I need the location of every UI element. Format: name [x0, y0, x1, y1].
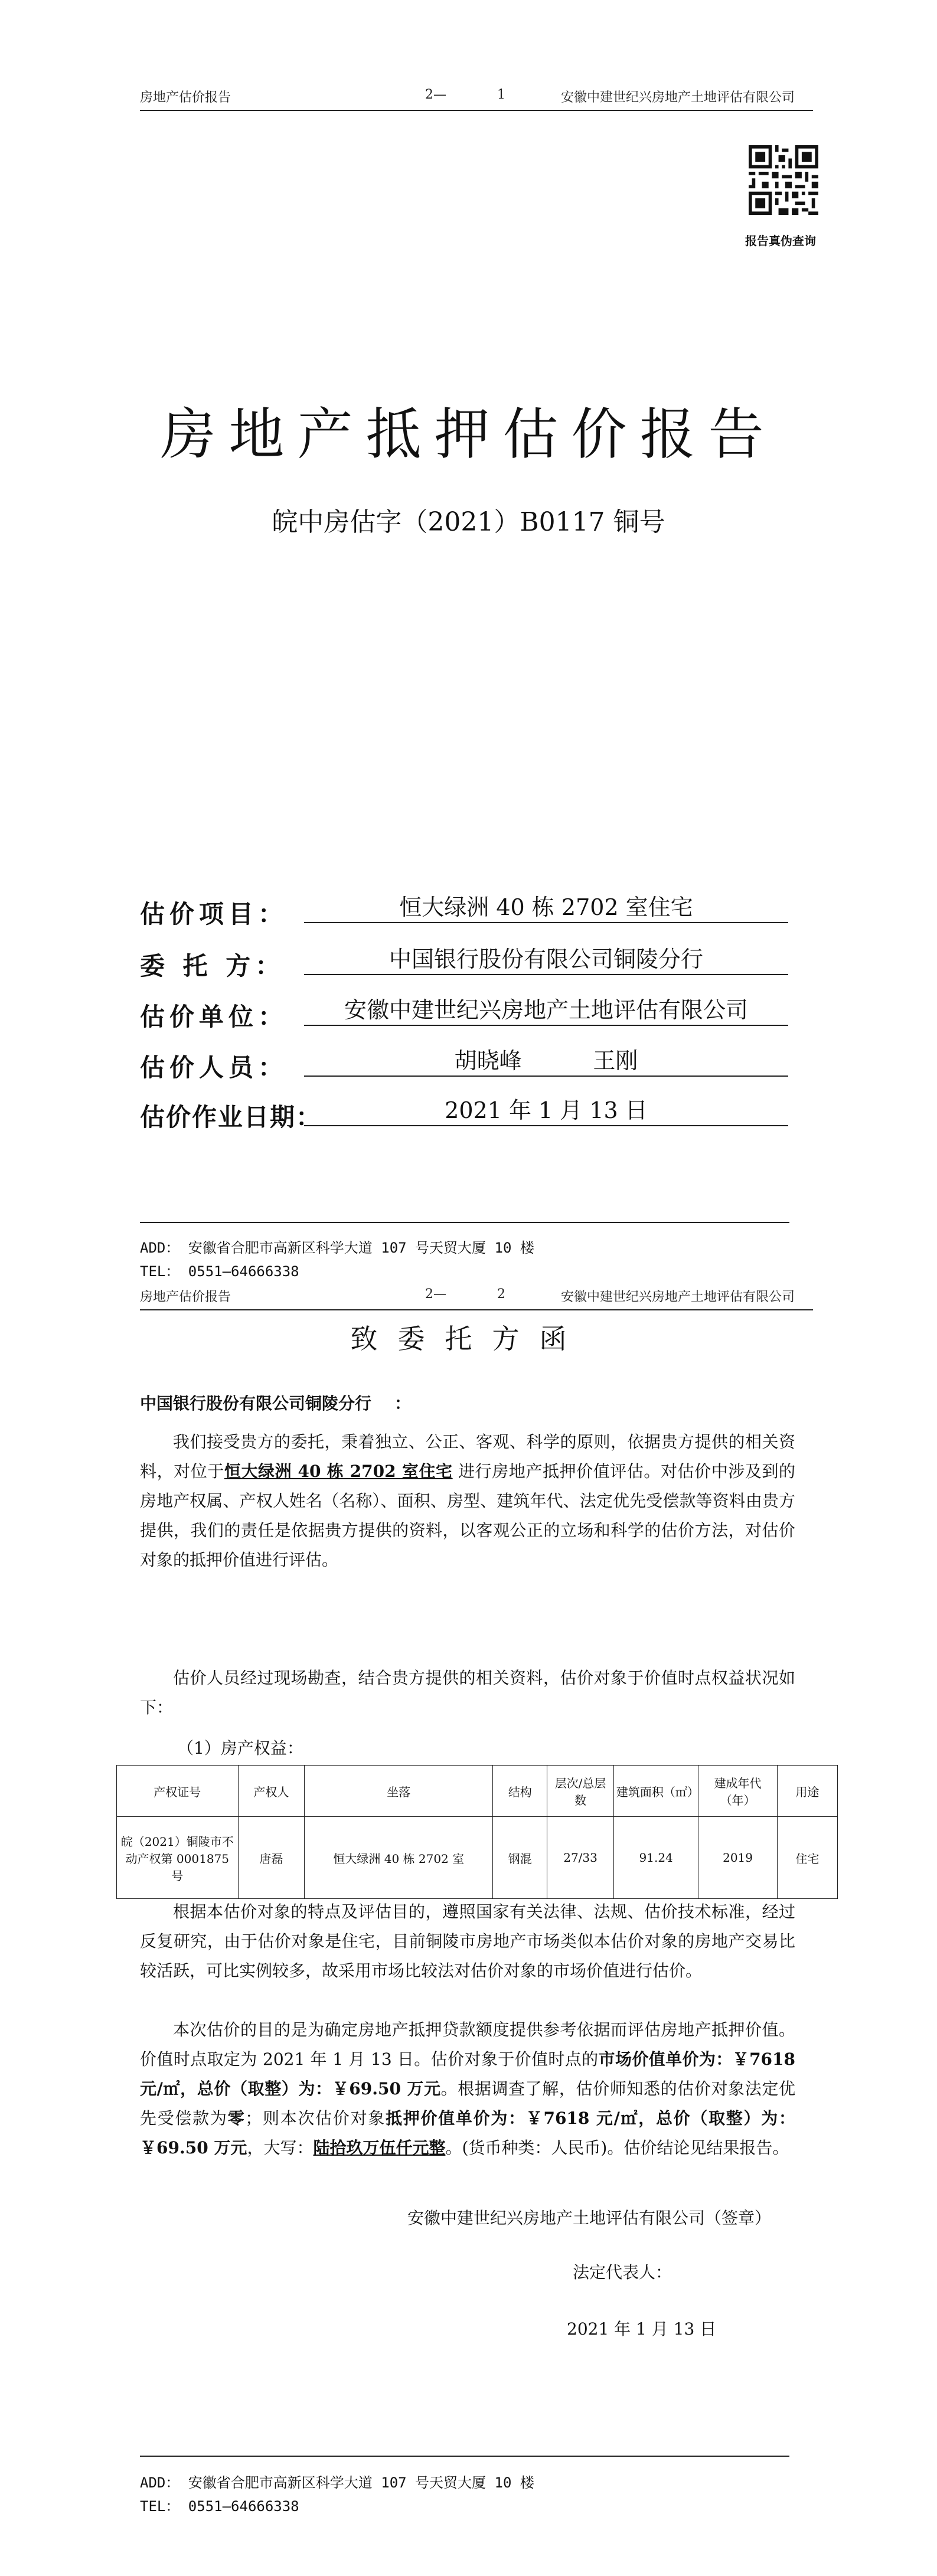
page1-header-page-number: 1 [497, 87, 505, 102]
letter-paragraph-3: 根据本估价对象的特点及评估目的，遵照国家有关法律、法规、估价技术标准，经过反复研究，由于估价对象是住宅，目前铜陵市房地产市场类似本估价对象的房地产交易比较活跃，可比实例较多，故采用市场比较法对估价对象的市场价值进行估价。 [140, 1902, 795, 1980]
page1-footer-rule [140, 1222, 789, 1223]
cell-cert-no: 皖（2021）铜陵市不动产权第 0001875 号 [117, 1817, 239, 1899]
col-structure: 结构 [493, 1766, 547, 1817]
qr-code-icon[interactable] [749, 145, 818, 215]
page2-header-rule [140, 1309, 813, 1310]
table-caption: （1）房产权益： [177, 1738, 303, 1758]
letter-title: 致委托方函 [350, 1323, 587, 1355]
cell-location: 恒大绿洲 40 栋 2702 室 [305, 1817, 493, 1899]
info-value-work-date: 2021 年 1 月 13 日 [304, 1096, 788, 1126]
p4-text-i: 。(货币种类：人民币)。估价结论见结果报告。 [445, 2138, 789, 2157]
p4-text-a: 本次估价的目的是为确定房地产抵押贷款额度提供参考依据而评估房地产抵押价值。价值时点取定为 2021 年 1 月 13 日。估价对象于价值时点的 [140, 2020, 795, 2069]
page2-header-page-prefix: 2— [425, 1287, 446, 1302]
page1-header-left: 房地产估价报告 [140, 90, 231, 105]
page2-footer-tel: TEL： 0551—64666338 [140, 2498, 299, 2515]
col-use: 用途 [777, 1766, 837, 1817]
info-value-appraisers: 胡晓峰 王刚 [304, 1046, 788, 1077]
page2-header-page-number: 2 [497, 1287, 505, 1302]
p1-text-a: 我们接受贵方的委托，秉着独立、公正、客观、科学的原则，依据贵方提供的相关资料，对位于 [140, 1432, 795, 1481]
qr-caption: 报告真伪查询 [745, 234, 816, 248]
page2-header-left: 房地产估价报告 [140, 1290, 231, 1305]
table-row [117, 1817, 838, 1899]
p1-property-name: 恒大绿洲 40 栋 2702 室住宅 [224, 1462, 453, 1481]
cell-area: 91.24 [613, 1817, 698, 1899]
report-ref-no: 皖中房估字（2021）B0117 铜号 [272, 507, 665, 537]
page1-header-rule [140, 110, 813, 111]
cell-floor: 27/33 [547, 1817, 614, 1899]
cell-structure: 钢混 [493, 1817, 547, 1899]
info-label-appraiser-org: 估价单位： [140, 1002, 288, 1031]
info-label-client: 委 托 方： [140, 952, 285, 980]
col-year: 建成年代（年） [698, 1766, 777, 1817]
page1-header-page-prefix: 2— [425, 87, 446, 102]
property-rights-table [116, 1765, 838, 1899]
p4-mortgage-value: 抵押价值单价为：￥7618 元/㎡，总价（取整）为：￥69.50 万元 [140, 2108, 795, 2157]
page1-footer-tel: TEL： 0551—64666338 [140, 1263, 299, 1280]
col-cert-no: 产权证号 [117, 1766, 239, 1817]
p4-text-g: ，大写： [247, 2138, 314, 2157]
info-value-project: 恒大绿洲 40 栋 2702 室住宅 [304, 893, 788, 923]
col-location: 坐落 [305, 1766, 493, 1817]
letter-addressee: 中国银行股份有限公司铜陵分行 ： [140, 1394, 411, 1413]
col-floor: 层次/总层数 [547, 1766, 614, 1817]
col-area: 建筑面积（㎡） [613, 1766, 698, 1817]
page1-header-right: 安徽中建世纪兴房地产土地评估有限公司 [561, 90, 795, 105]
info-value-client: 中国银行股份有限公司铜陵分行 [304, 944, 788, 975]
page2-footer-rule [140, 2456, 789, 2457]
info-label-project: 估价项目： [140, 900, 288, 929]
letter-paragraph-4 [140, 2015, 795, 2163]
sign-legal-rep: 法定代表人： [573, 2263, 672, 2282]
p1-text-c: 进行房地产抵押价值评估。对估价中涉及到的房地产权属、产权人姓名（名称）、面积、房型、建筑年代、法定优先受偿款等资料由贵方提供，我们的责任是依据贵方提供的资料，以客观公正的立场和科学的估价方法，对估价对象的抵押价值进行评估。 [140, 1462, 795, 1570]
report-title: 房地产抵押估价报告 [160, 403, 777, 467]
letter-paragraph-2: 估价人员经过现场勘查，结合贵方提供的相关资料，估价对象于价值时点权益状况如下： [140, 1668, 795, 1717]
cell-owner: 唐磊 [238, 1817, 305, 1899]
info-label-appraisers: 估价人员： [140, 1053, 288, 1082]
cell-use: 住宅 [777, 1817, 837, 1899]
p4-text-e: ；则本次估价对象 [245, 2108, 386, 2128]
cell-year: 2019 [698, 1817, 777, 1899]
table-header-row [117, 1766, 838, 1817]
p4-text-c: 。根据调查了解，估价师知悉的估价对象法定优先受偿款为 [140, 2079, 795, 2128]
sign-date: 2021 年 1 月 13 日 [567, 2319, 717, 2339]
p4-amount-in-words: 陆拾玖万伍仟元整 [313, 2138, 446, 2157]
info-value-appraiser-org: 安徽中建世纪兴房地产土地评估有限公司 [304, 995, 788, 1026]
page2-header-right: 安徽中建世纪兴房地产土地评估有限公司 [561, 1290, 795, 1305]
page1-footer-address: ADD： 安徽省合肥市高新区科学大道 107 号天贸大厦 10 楼 [140, 1240, 534, 1256]
col-owner: 产权人 [238, 1766, 305, 1817]
p4-market-value: 市场价值单价为：￥7618 元/㎡，总价（取整）为：￥69.50 万元 [140, 2049, 795, 2098]
p4-priority-amount: 零 [227, 2108, 246, 2128]
page2-footer-address: ADD： 安徽省合肥市高新区科学大道 107 号天贸大厦 10 楼 [140, 2474, 534, 2491]
sign-company: 安徽中建世纪兴房地产土地评估有限公司（签章） [407, 2208, 772, 2228]
letter-paragraph-1 [140, 1427, 795, 1575]
info-label-work-date: 估价作业日期： [140, 1103, 322, 1132]
